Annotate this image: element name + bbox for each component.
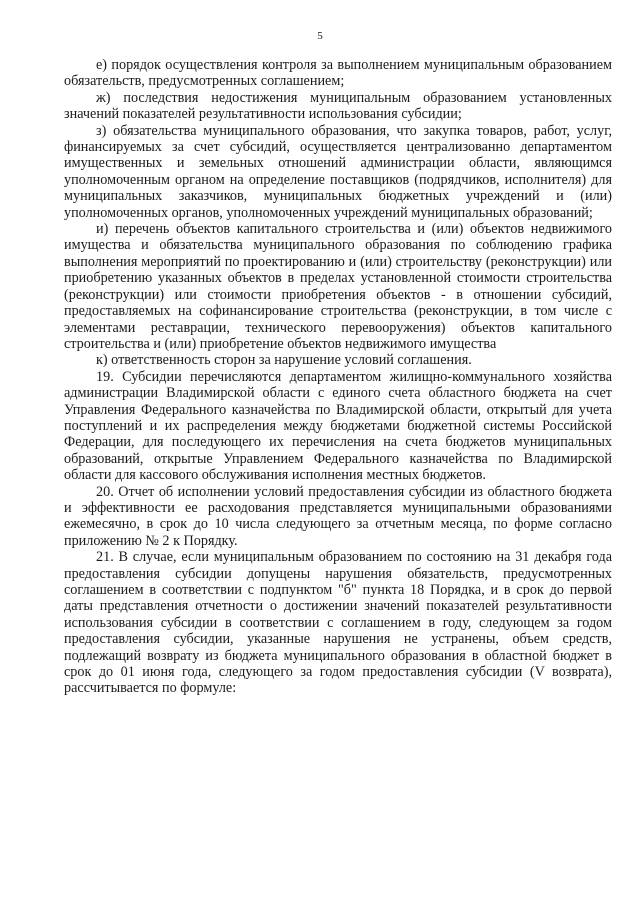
paragraph-k-responsibility: к) ответственность сторон за нарушение условий соглашения.: [96, 352, 472, 369]
paragraph-zh-consequences: ж) последствия недостижения муниципальным образованием установленных значений показателей результативности использования субсидии;: [64, 89, 612, 123]
paragraph-z-procurement-obligations: з) обязательства муниципального образования, что закупка товаров, работ, услуг, финансируемых за счет субсидий, осуществляется централизованно департаментом имущественных и земельных отношений администрации области, являющимся уполномоченным органом на определение поставщиков (подрядчиков, исполнителя) для муниципальных заказчиков, муниципальных бюджетных учреждений и (или) уполномоченных органов, уполномоченных учреждений муниципальных образований;: [64, 122, 612, 221]
paragraph-e-control-procedure: е) порядок осуществления контроля за выполнением муниципальным образованием обязательств, предусмотренных соглашением;: [64, 57, 612, 90]
page-number: 5: [317, 30, 323, 42]
paragraph-i-capital-construction-list: и) перечень объектов капитального строительства и (или) объектов недвижимого имущества и обязательства муниципального образования по соблюдению графика выполнения мероприятий по проектированию и (или) строительству (реконструкции) или приобретению указанных объектов в пределах установленной стоимости строительства (реконструкции) или стоимости приобретения объектов - в отношении субсидий, предоставляемых на софинансирование строительства (реконструкции, в том числе с элементами реставрации, технического перевооружения) объектов капитального строительства и (или) приобретение объектов недвижимого имущества: [64, 221, 612, 352]
paragraph-19-transfer: 19. Субсидии перечисляются департаментом жилищно-коммунального хозяйства администрации Владимирской области с единого счета областного бюджета на счет Управления Федерального казначейства по Владимирской области, открытый для учета поступлений и их распределения между бюджетами бюджетной системы Российской Федерации, для последующего их перечисления на счета бюджетов муниципальных образований, открытые Управлением Федерального казначейства по Владимирской области для кассового обслуживания исполнения местных бюджетов.: [64, 368, 612, 484]
paragraph-21-refund: 21. В случае, если муниципальным образованием по состоянию на 31 декабря года предоставления субсидии допущены нарушения обязательств, предусмотренных соглашением в соответствии с подпунктом "б" пункта 18 Порядка, и в срок до первой даты представления отчетности о достижении значений показателей результативности использования субсидии в соответствии с соглашением в году, следующем за годом предоставления субсидии, указанные нарушения не устранены, объем средств, подлежащий возврату из бюджета муниципального образования в областной бюджет в срок до 01 июня года, следующего за годом предоставления субсидии (V возврата), рассчитывается по формуле:: [64, 549, 612, 697]
paragraph-20-report: 20. Отчет об исполнении условий предоставления субсидии из областного бюджета и эффективности ее расходования представляется муниципальными образованиями ежемесячно, в срок до 10 числа следующего за отчетным месяца, по форме согласно приложению № 2 к Порядку.: [64, 483, 612, 549]
document-body: [64, 57, 612, 697]
